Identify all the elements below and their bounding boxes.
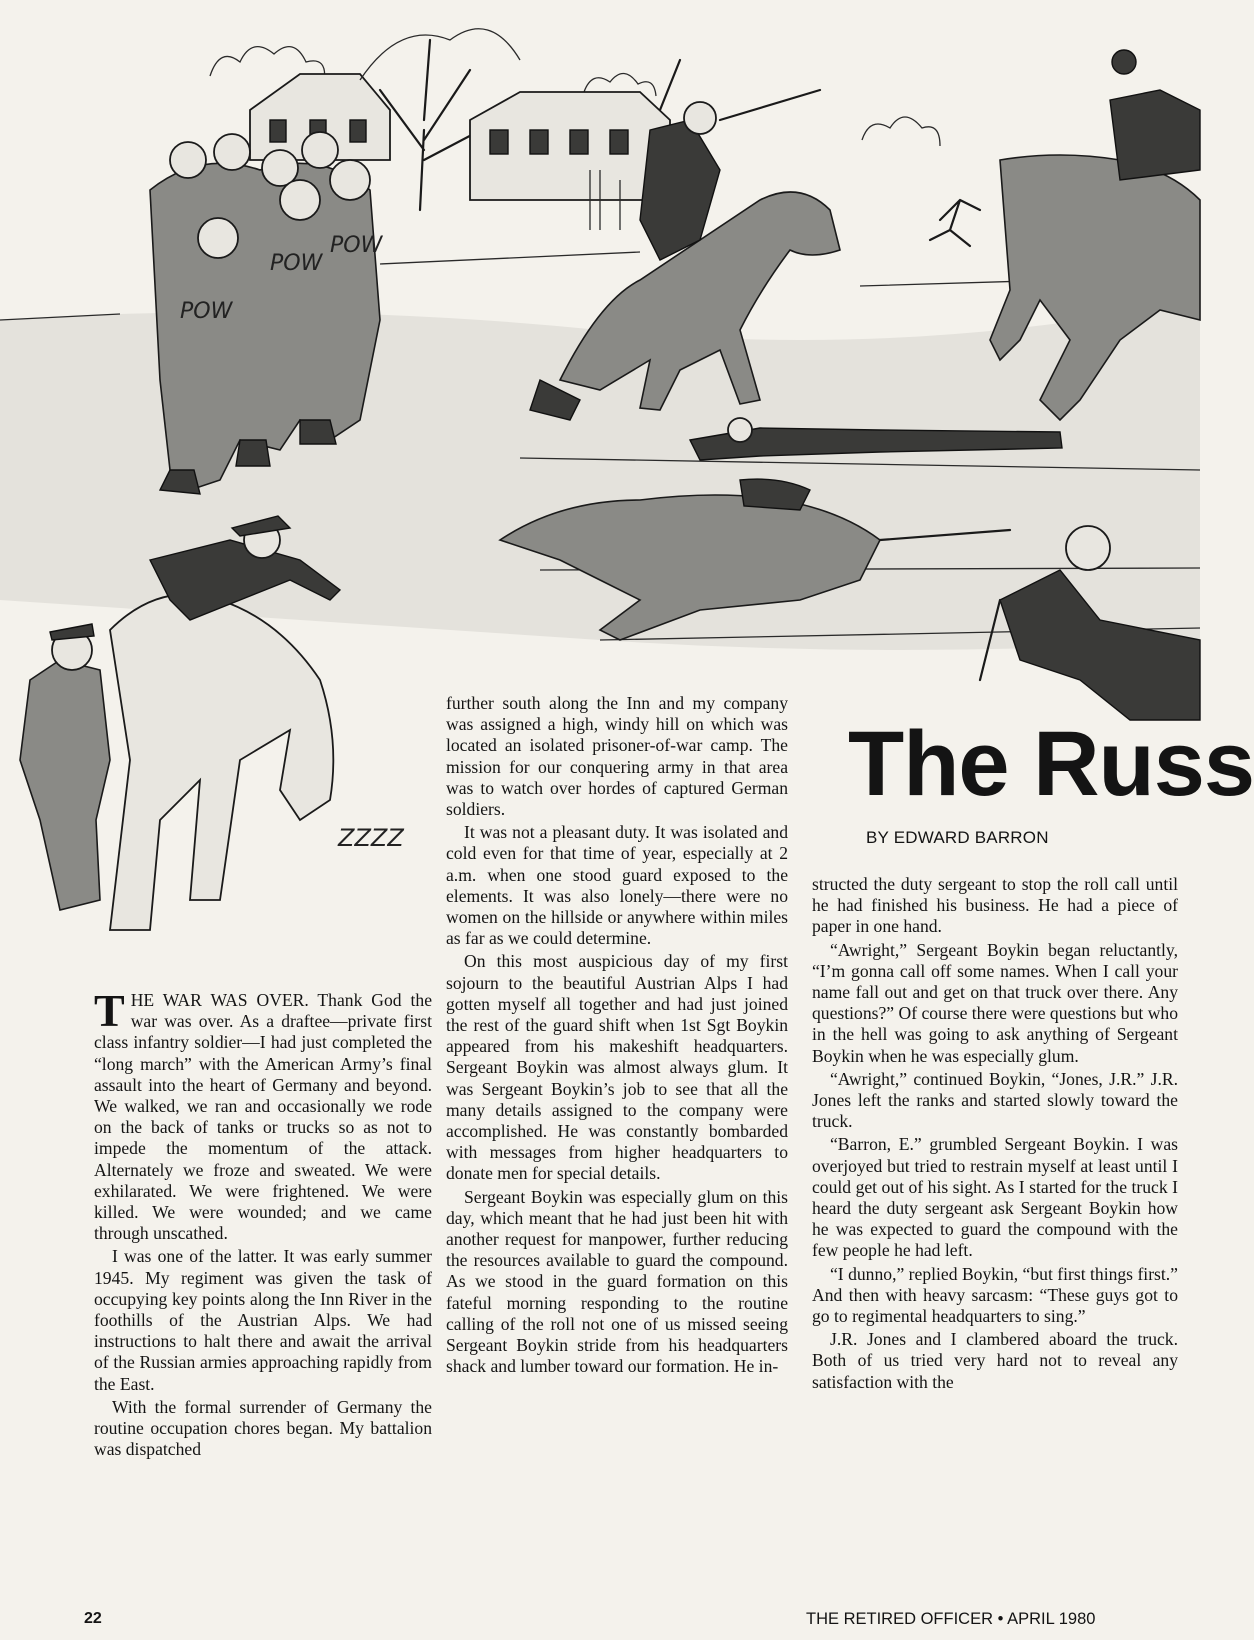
pow-label-3: POW — [330, 233, 383, 258]
sleep-zzz: ZZZZ — [338, 824, 404, 852]
opening-paragraph — [94, 985, 433, 1244]
paragraph: “Awright,” continued Boykin, “Jones, J.R.” J.R. Jones left the ranks and started slowly toward the truck. — [812, 1068, 1178, 1132]
paragraph-text: Thank God the war was over. As a draftee—private first class infantry soldier—I had just completed the “long march” with the American Army’s final assault into the heart of Germany and beyond. We walked, we ran and occasionally we rode on the back of tanks or trucks so as not to impede the momentum of the attack. Alternately we froze and sweated. We were exhilarated. We were frightened. We were killed. We were wounded; and we came through unscathed. — [94, 990, 433, 1244]
text-column-1 — [94, 985, 433, 1462]
paragraph: “Awright,” Sergeant Boykin began reluctantly, “I’m gonna call off some names. When I call your name fall out and get on that truck over there. Any questions?” Of course there were questions but who in the hell was going to ask anything of Sergeant Boykin when he was especially glum. — [812, 939, 1178, 1066]
paragraph: “Barron, E.” grumbled Sergeant Boykin. I was overjoyed but tried to restrain myself at least until I could get out of his sight. As I started for the truck I heard the duty sergeant ask Sergeant Boykin how he was expected to guard the compound with the few people he had left. — [812, 1134, 1178, 1261]
paragraph: Sergeant Boykin was especially glum on this day, which meant that he had just been hit with another request for manpower, further reducing the resources available to guard the compound. As we stood in the guard formation on this fateful morning responding to the routine calling of the roll not one of us missed seeing Sergeant Boykin stride from his headquarters shack and lumber toward our formation. He in- — [446, 1186, 788, 1377]
paragraph: I was one of the latter. It was early summer 1945. My regiment was given the task of occupying key points along the Inn River in the foothills of the Austrian Alps. We had instructions to halt there and await the arrival of the Russian armies approaching rapidly from the East. — [94, 1246, 432, 1394]
paragraph: further south along the Inn and my company was assigned a high, windy hill on which was located an isolated prisoner-of-war camp. The mission for our conquering army in that area was to watch over hordes of captured German soldiers. — [446, 693, 788, 820]
paragraph: With the formal surrender of Germany the routine occupation chores began. My battalion was dispatched — [94, 1396, 432, 1460]
lead-in: HE WAR WAS OVER. — [130, 990, 309, 1010]
running-footer — [806, 1610, 1095, 1629]
paragraph: On this most auspicious day of my first sojourn to the beautiful Austrian Alps I had gotten myself all together and had just joined the rest of the guard shift when 1st Sgt Boykin appeared from his makeshift headquarters. Sergeant Boykin was almost always glum. It was Sergeant Boykin’s job to see that all the many details assigned to the company were accomplished. He was constantly bombarded with messages from higher headquarters to donate men for special details. — [446, 951, 788, 1184]
paragraph: structed the duty sergeant to stop the roll call until he had finished his business. He had a piece of paper in one hand. — [812, 874, 1178, 937]
article-title: The Russ — [848, 713, 1254, 815]
paragraph: J.R. Jones and I clambered aboard the truck. Both of us tried very hard not to reveal any satisfaction with the — [812, 1329, 1178, 1392]
pow-label-1: POW — [180, 299, 233, 324]
issue-date: APRIL 1980 — [1007, 1610, 1096, 1628]
paragraph: It was not a pleasant duty. It was isolated and cold even for that time of year, especially at 2 a.m. when one stood guard exposed to the elements. It was also lonely—there were no women on the hillside or anywhere within miles as far as we could determine. — [446, 822, 788, 949]
page-number: 22 — [84, 1610, 102, 1627]
text-column-2 — [446, 693, 788, 1380]
drop-cap: T — [94, 985, 125, 1036]
publication-name: THE RETIRED OFFICER — [806, 1610, 994, 1628]
byline: BY EDWARD BARRON — [866, 828, 1049, 847]
paragraph: “I dunno,” replied Boykin, “but first things first.” And then with heavy sarcasm: “These guys got to go to regimental headquarters to sing.” — [812, 1263, 1178, 1327]
text-column-3 — [812, 874, 1178, 1395]
footer-separator: • — [997, 1610, 1004, 1628]
pow-label-2: POW — [270, 251, 323, 276]
